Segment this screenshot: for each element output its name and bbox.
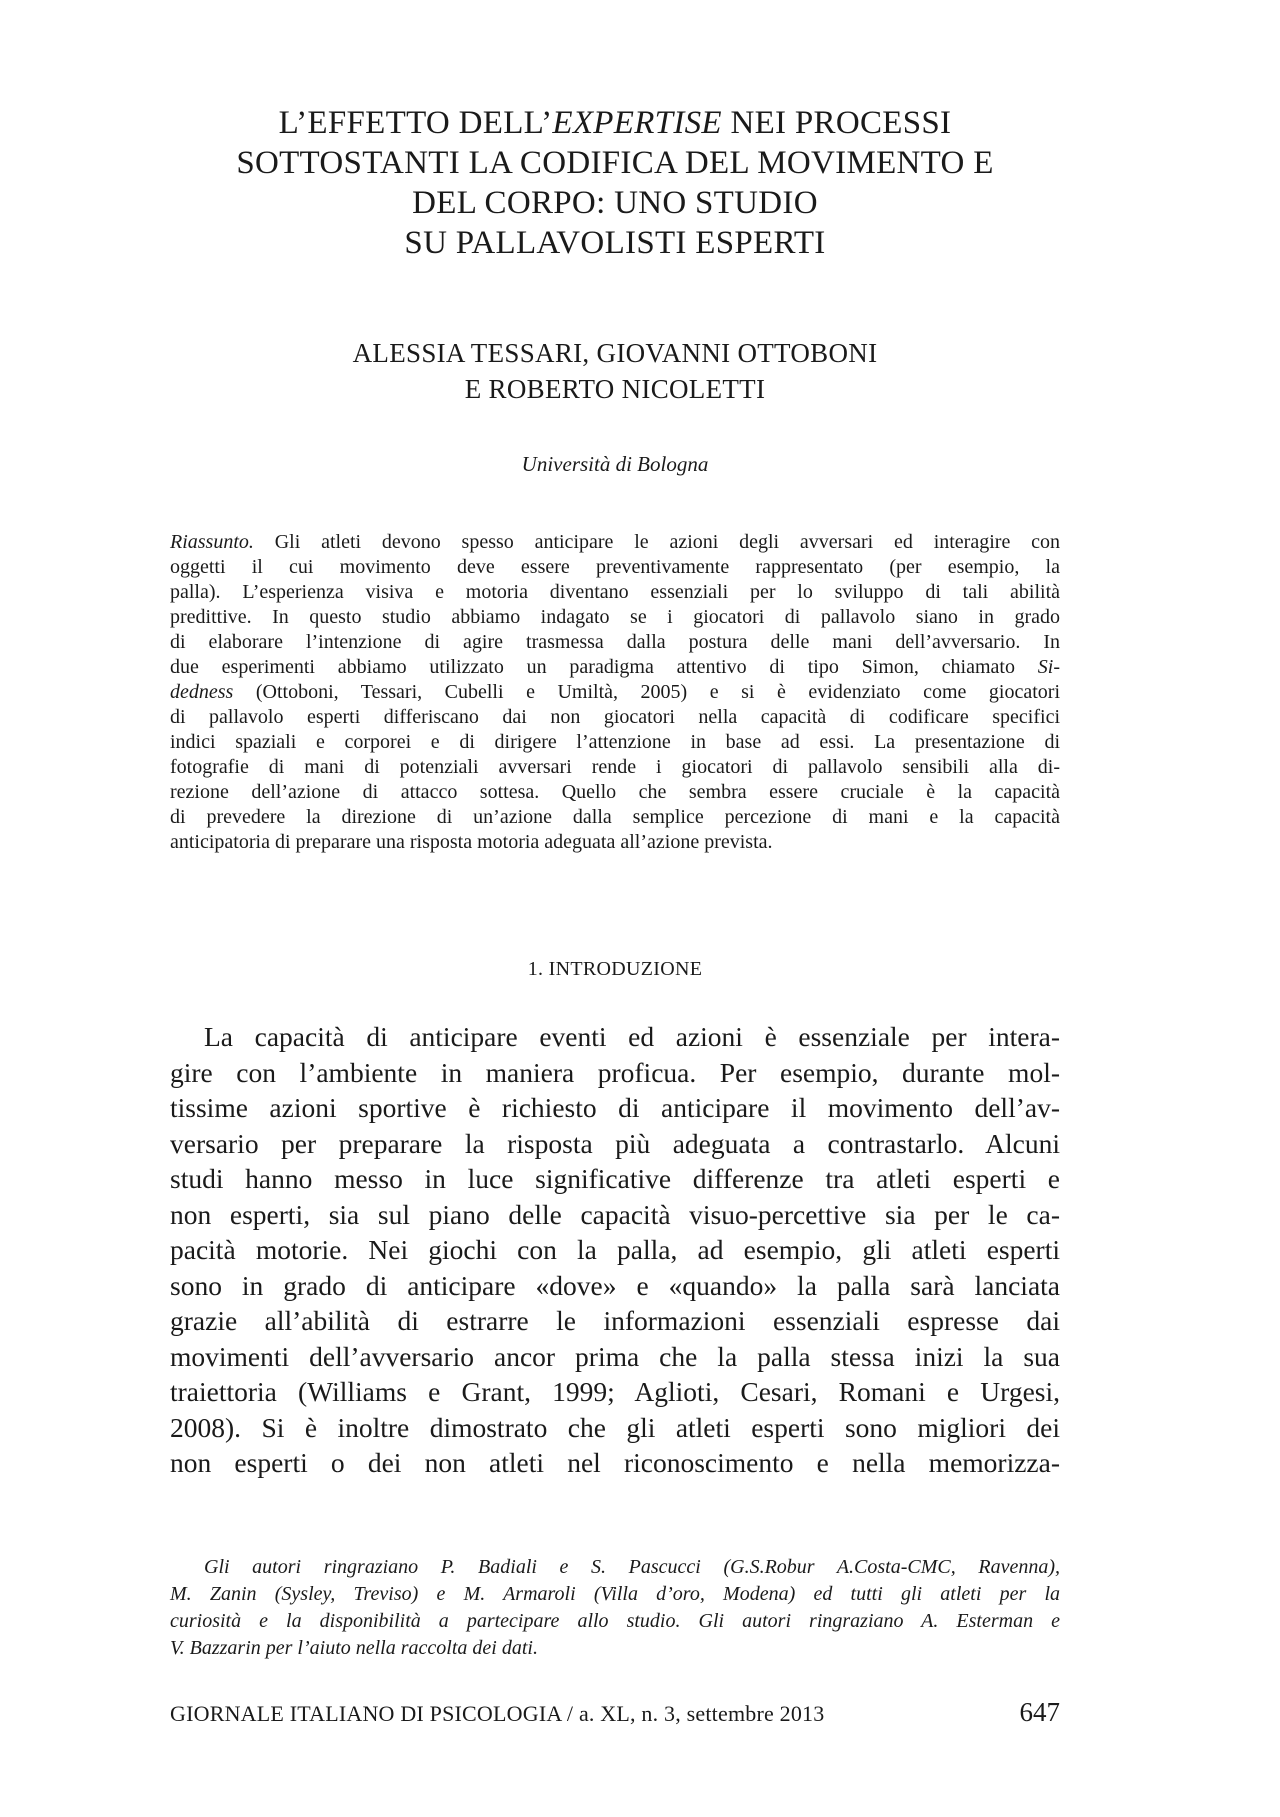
footnote-line: curiosità e la disponibilità a partecipare allo studio. Gli autori ringraziano A. Esterman e xyxy=(170,1610,1060,1632)
page-number: 647 xyxy=(1019,1697,1060,1727)
body-line: grazie all’abilità di estrarre le informazioni essenziali espresse dai xyxy=(170,1305,1060,1336)
section-heading-introduzione: 1. INTRODUZIONE xyxy=(527,958,703,980)
body-line: sono in grado di anticipare «dove» e «quando» la palla sarà lanciata xyxy=(170,1269,1060,1301)
body-line: non esperti, sia sul piano delle capacità visuo-percettive sia per le ca- xyxy=(170,1198,1060,1230)
body-line: 2008). Si è inoltre dimostrato che gli atleti esperti sono migliori dei xyxy=(170,1411,1060,1443)
page-footer xyxy=(170,1697,1060,1731)
journal-citation: GIORNALE ITALIANO DI PSICOLOGIA / a. XL, n. 3, settembre 2013 xyxy=(170,1701,825,1726)
article-title xyxy=(170,103,1060,263)
title-line-2: SOTTOSTANTI LA CODIFICA DEL MOVIMENTO E xyxy=(236,145,994,181)
body-line: La capacità di anticipare eventi ed azioni è essenziale per intera- xyxy=(204,1021,1060,1052)
abstract xyxy=(170,530,1060,855)
abstract-line: indici spaziali e corporei e di dirigere l’attenzione in base ad essi. La presentazione di xyxy=(170,731,1060,753)
affiliation: Università di Bologna xyxy=(521,452,709,476)
body-text xyxy=(170,1019,1060,1481)
authors-line-2: E ROBERTO NICOLETTI xyxy=(464,374,766,404)
abstract-label: Riassunto. xyxy=(170,531,254,553)
body-line: pacità motorie. Nei giochi con la palla, ad esempio, gli atleti esperti xyxy=(170,1234,1060,1265)
title-line-1: L’EFFETTO DELL’EXPERTISE NEI PROCESSI xyxy=(278,105,952,141)
abstract-line: di pallavolo esperti differiscano dai non giocatori nella capacità di codificare specifici xyxy=(170,706,1060,728)
body-line: versario per preparare la risposta più adeguata a contrastarlo. Alcuni xyxy=(170,1127,1060,1159)
body-line: movimenti dell’avversario ancor prima che la palla stessa inizi la sua xyxy=(170,1340,1060,1372)
abstract-line: predittive. In questo studio abbiamo indagato se i giocatori di pallavolo siano in grado xyxy=(170,606,1060,628)
footnote-line: V. Bazzarin per l’aiuto nella raccolta dei dati. xyxy=(170,1637,538,1659)
abstract-line: di elaborare l’intenzione di agire trasmessa dalla postura delle mani dell’avversario. In xyxy=(170,631,1060,653)
footnote-line: Gli autori ringraziano P. Badiali e S. Pascucci (G.S.Robur A.Costa-CMC, Ravenna), xyxy=(204,1556,1060,1578)
paper-page xyxy=(170,0,1060,1817)
abstract-line: rezione dell’azione di attacco sottesa. Quello che sembra essere cruciale è la capacità xyxy=(170,781,1060,803)
abstract-line: Riassunto. Gli atleti devono spesso anticipare le azioni degli avversari ed interagire con xyxy=(170,531,1060,553)
author-list xyxy=(170,335,1060,407)
abstract-line: di prevedere la direzione di un’azione dalla semplice percezione di mani e la capacità xyxy=(170,806,1060,828)
abstract-line: dedness (Ottoboni, Tessari, Cubelli e Umiltà, 2005) e si è evidenziato come giocatori xyxy=(170,681,1060,703)
abstract-line: palla). L’esperienza visiva e motoria diventano essenziali per lo sviluppo di tali abilità xyxy=(170,581,1060,603)
authors-line-1: ALESSIA TESSARI, GIOVANNI OTTOBONI xyxy=(352,338,878,368)
abstract-line: oggetti il cui movimento deve essere preventivamente rappresentato (per esempio, la xyxy=(170,556,1060,578)
title-line-3: DEL CORPO: UNO STUDIO xyxy=(412,185,818,221)
body-line: gire con l’ambiente in maniera proficua. Per esempio, durante mol- xyxy=(170,1056,1060,1088)
body-line: tissime azioni sportive è richiesto di anticipare il movimento dell’av- xyxy=(170,1092,1060,1123)
abstract-line: anticipatoria di preparare una risposta motoria adeguata all’azione prevista. xyxy=(170,831,773,853)
body-line: traiettoria (Williams e Grant, 1999; Aglioti, Cesari, Romani e Urgesi, xyxy=(170,1376,1060,1407)
abstract-line: due esperimenti abbiamo utilizzato un paradigma attentivo di tipo Simon, chiamato Si- xyxy=(170,656,1060,678)
footnote-line: M. Zanin (Sysley, Treviso) e M. Armaroli (Villa d’oro, Modena) ed tutti gli atleti per la xyxy=(170,1583,1060,1605)
body-line: studi hanno messo in luce significative differenze tra atleti esperti e xyxy=(170,1163,1060,1194)
body-line: non esperti o dei non atleti nel riconoscimento e nella memorizza- xyxy=(170,1447,1060,1478)
acknowledgement-footnote xyxy=(170,1554,1060,1662)
title-line-4: SU PALLAVOLISTI ESPERTI xyxy=(404,225,826,261)
abstract-line: fotografie di mani di potenziali avversari rende i giocatori di pallavolo sensibili alla di- xyxy=(170,756,1060,778)
title-italic-expertise: EXPERTISE xyxy=(552,105,722,141)
